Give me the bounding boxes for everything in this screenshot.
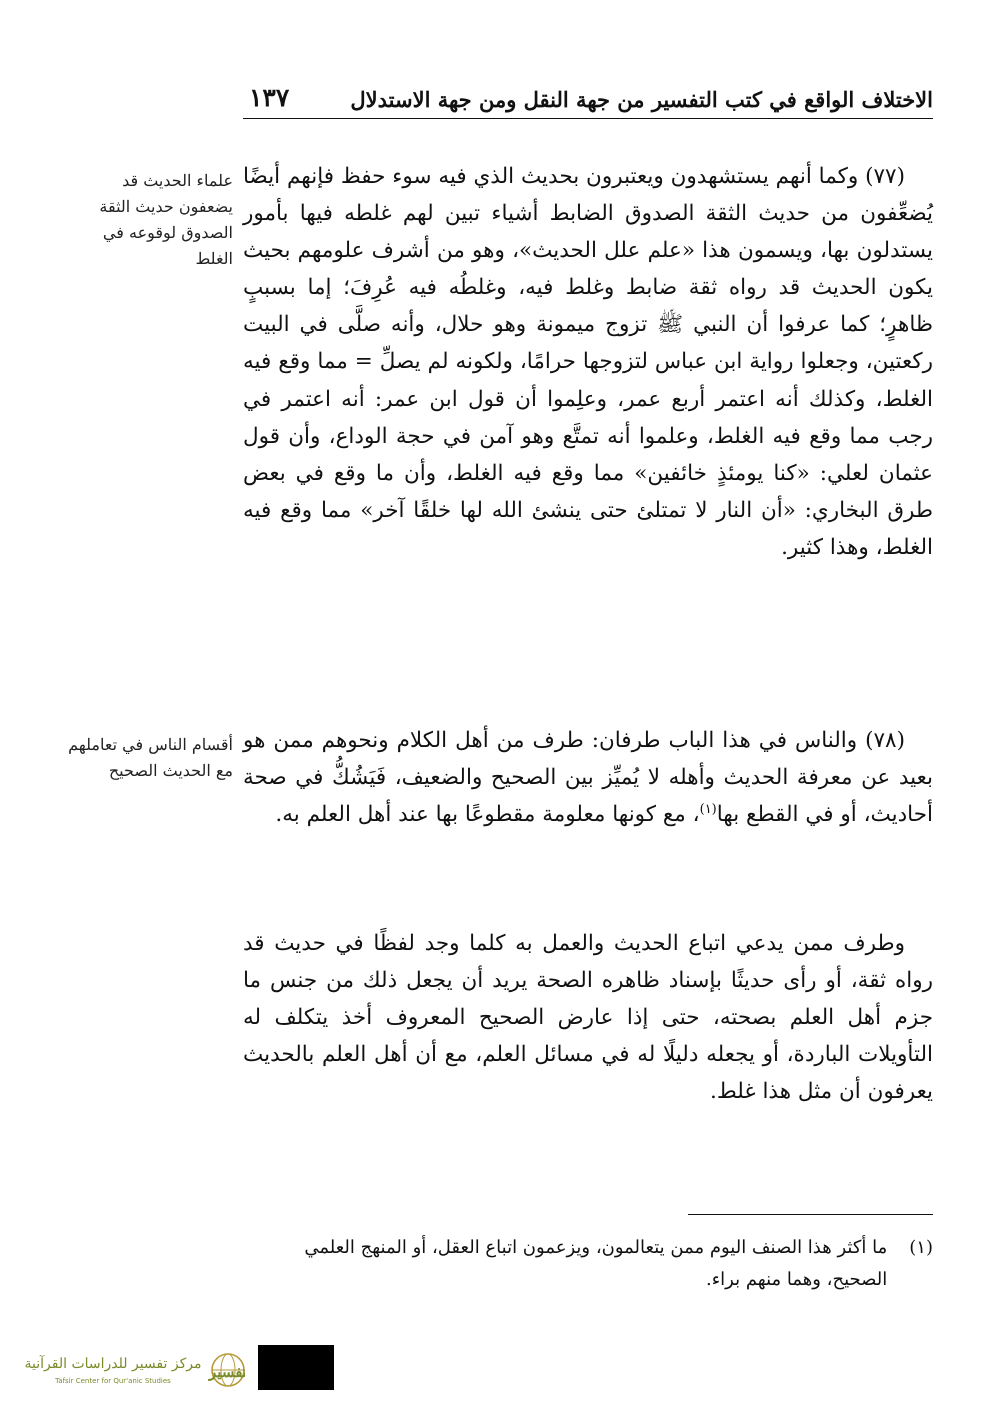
redaction-box [258,1345,334,1390]
logo-mark: تفسير [209,1363,245,1381]
footnote-number: (١) [909,1237,933,1258]
paragraph-77-block [243,158,933,566]
footnote [243,1232,933,1296]
margin-note-1: علماء الحديث قد يضعفون حديث الثقة الصدوق لوقوعه في الغلط [99,171,233,268]
margin-note-2: أقسام الناس في تعاملهم مع الحديث الصحيح [68,735,233,780]
tafsir-center-logo [15,1350,245,1390]
logo-graphic [15,1350,245,1390]
paragraph-79: وطرف ممن يدعي اتباع الحديث والعمل به كلما وجد لفظًا في حديث قد رواه ثقة، أو رأى حديثًا بإسناد ظاهره الصحة يريد أن يجعل ذلك من جنس ما جزم أهل العلم بصحته، حتى إذا عارض الصحيح المعروف أخذ يتكلف له التأويلات الباردة، أو يجعله دليلًا له في مسائل العلم، مع أن أهل العلم بالحديث يعرفون أن مثل هذا غلط. [243,931,933,1105]
page-number: ١٣٧ [249,83,290,112]
paragraph-78-text: (٧٨) والناس في هذا الباب طرفان: طرف من أهل الكلام ونحوهم ممن هو بعيد عن معرفة الحديث وأهله لا يُميِّز بين الصحيح والضعيف، فَيَشُكُّ في صحة أحاديث، أو في القطع بها [243,728,933,828]
footnote-ref[interactable]: (١) [699,802,717,818]
logo-english: Tafsir Center for Qur'anic Studies [55,1377,171,1385]
footnote-text: ما أكثر هذا الصنف اليوم ممن يتعالمون، ويزعمون اتباع العقل، أو المنهج العلمي الصحيح، وهما منهم براء. [304,1237,888,1290]
paragraph-77: (٧٧) وكما أنهم يستشهدون ويعتبرون بحديث الذي فيه سوء حفظ فإنهم أيضًا يُضعِّفون من حديث الثقة الصدوق الضابط أشياء تبين لهم غلطه فيها بأمور يستدلون بها، ويسمون هذا «علم علل الحديث»، وهو من أشرف علومهم بحيث يكون الحديث قد رواه ثقة ضابط وغلط فيه، وغلطُه فيه عُرِفَ؛ إما بسببٍ ظاهرٍ؛ كما عرفوا أن النبي ﷺ تزوج ميمونة وهو حلال، وأنه صلَّى في البيت ركعتين، وجعلوا رواية ابن عباس لتزوجها حرامًا، ولكونه لم يصلِّ = مما وقع فيه الغلط، وكذلك أنه اعتمر أربع عمر، وعلِموا أن قول ابن عمر: أنه اعتمر في رجب مما وقع فيه الغلط، وعلموا أنه تمتَّع وهو آمن في حجة الوداع، وأن قول عثمان لعلي: «كنا يومئذٍ خائفين» مما وقع فيه الغلط، وأن ما وقع في بعض طرق البخاري: «أن النار لا تمتلئ حتى ينشئ الله لها خلقًا آخر» مما وقع فيه الغلط، وهذا كثير. [243,164,933,560]
paragraph-78-tail: ، مع كونها معلومة مقطوعًا بها عند أهل العلم به. [275,802,700,828]
footnote-divider [688,1214,933,1215]
paragraph-78-block [243,722,933,833]
header-title: الاختلاف الواقع في كتب التفسير من جهة النقل ومن جهة الاستدلال [350,87,933,112]
paragraph-79-block [243,925,933,1110]
paragraph-78 [243,722,933,833]
running-header [243,80,933,119]
logo-arabic: مركز تفسير للدراسات القرآنية [24,1356,202,1372]
